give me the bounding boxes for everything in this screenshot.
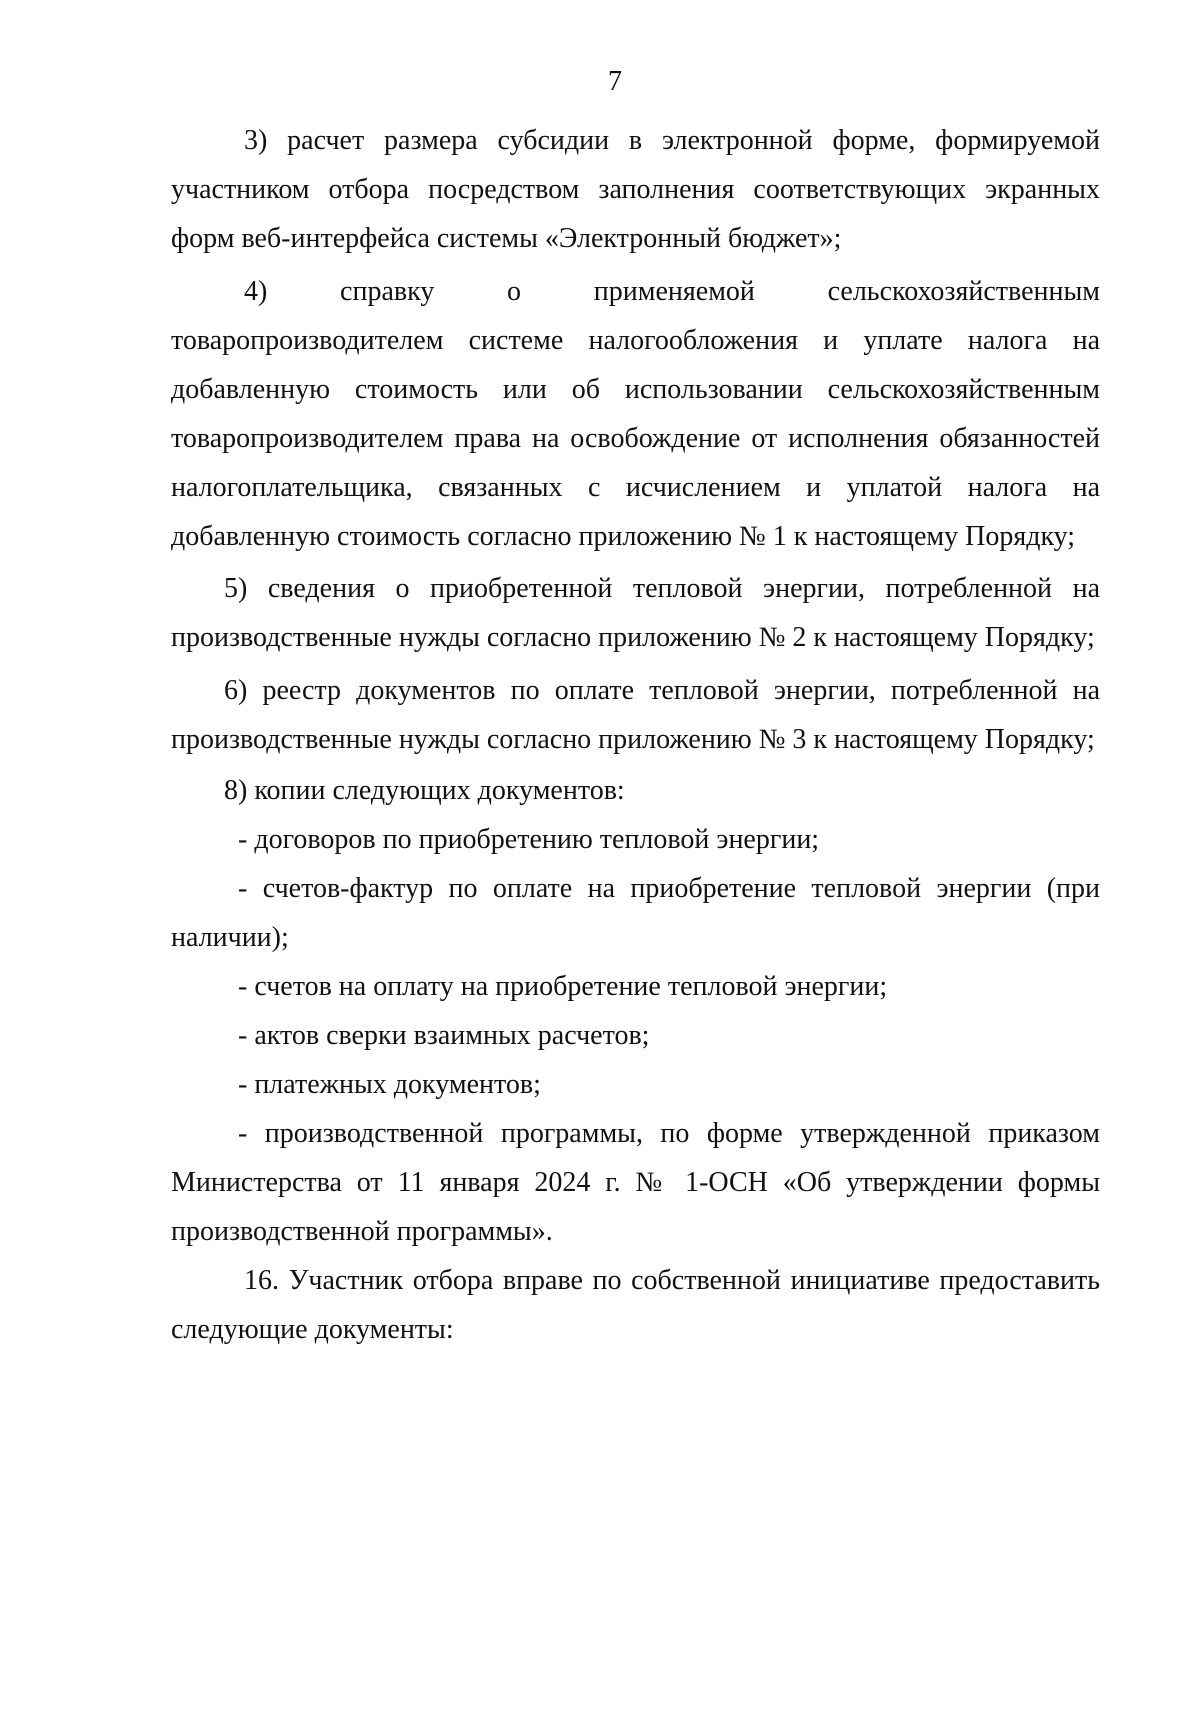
paragraph-item-8: 8) копии следующих документов: [224, 775, 625, 806]
list-item-payment-bills: - счетов на оплату на приобретение тепловой энергии; [238, 971, 888, 1002]
list-item-reconciliation-acts: - актов сверки взаимных расчетов; [238, 1020, 650, 1051]
list-item-contracts: - договоров по приобретению тепловой энергии; [238, 824, 820, 855]
page-number: 7 [608, 66, 622, 97]
paragraph-item-5: 5) сведения о приобретенной тепловой энергии, потребленной на производственные нужды согласно приложению № 2 к настоящему Порядку; [171, 573, 1100, 653]
paragraph-item-3: 3) расчет размера субсидии в электронной форме, формируемой участником отбора посредством заполнения соответствующих экранных форм веб-интерфейса системы «Электронный бюджет»; [171, 125, 1100, 254]
paragraph-item-6: 6) реестр документов по оплате тепловой энергии, потребленной на производственные нужды согласно приложению № 3 к настоящему Порядку; [171, 675, 1100, 755]
paragraph-item-4: 4) справку о применяемой сельскохозяйственным товаропроизводителем системе налогообложения и уплате налога на добавленную стоимость или об использовании сельскохозяйственным товаропроизводителем права на освобождение от исполнения обязанностей налогоплательщика, связанных с исчислением и уплатой налога на добавленную стоимость согласно приложению № 1 к настоящему Порядку; [171, 276, 1100, 552]
list-item-invoices: - счетов-фактур по оплате на приобретение тепловой энергии (при наличии); [171, 873, 1100, 953]
paragraph-item-16: 16. Участник отбора вправе по собственной инициативе предоставить следующие документы: [171, 1265, 1100, 1345]
list-item-payment-documents: - платежных документов; [238, 1069, 541, 1100]
document-body [171, 116, 1100, 1354]
list-item-production-program: - производственной программы, по форме утвержденной приказом Министерства от 11 января 2024 г. № 1-ОСН «Об утверждении формы производственной программы». [171, 1118, 1100, 1247]
